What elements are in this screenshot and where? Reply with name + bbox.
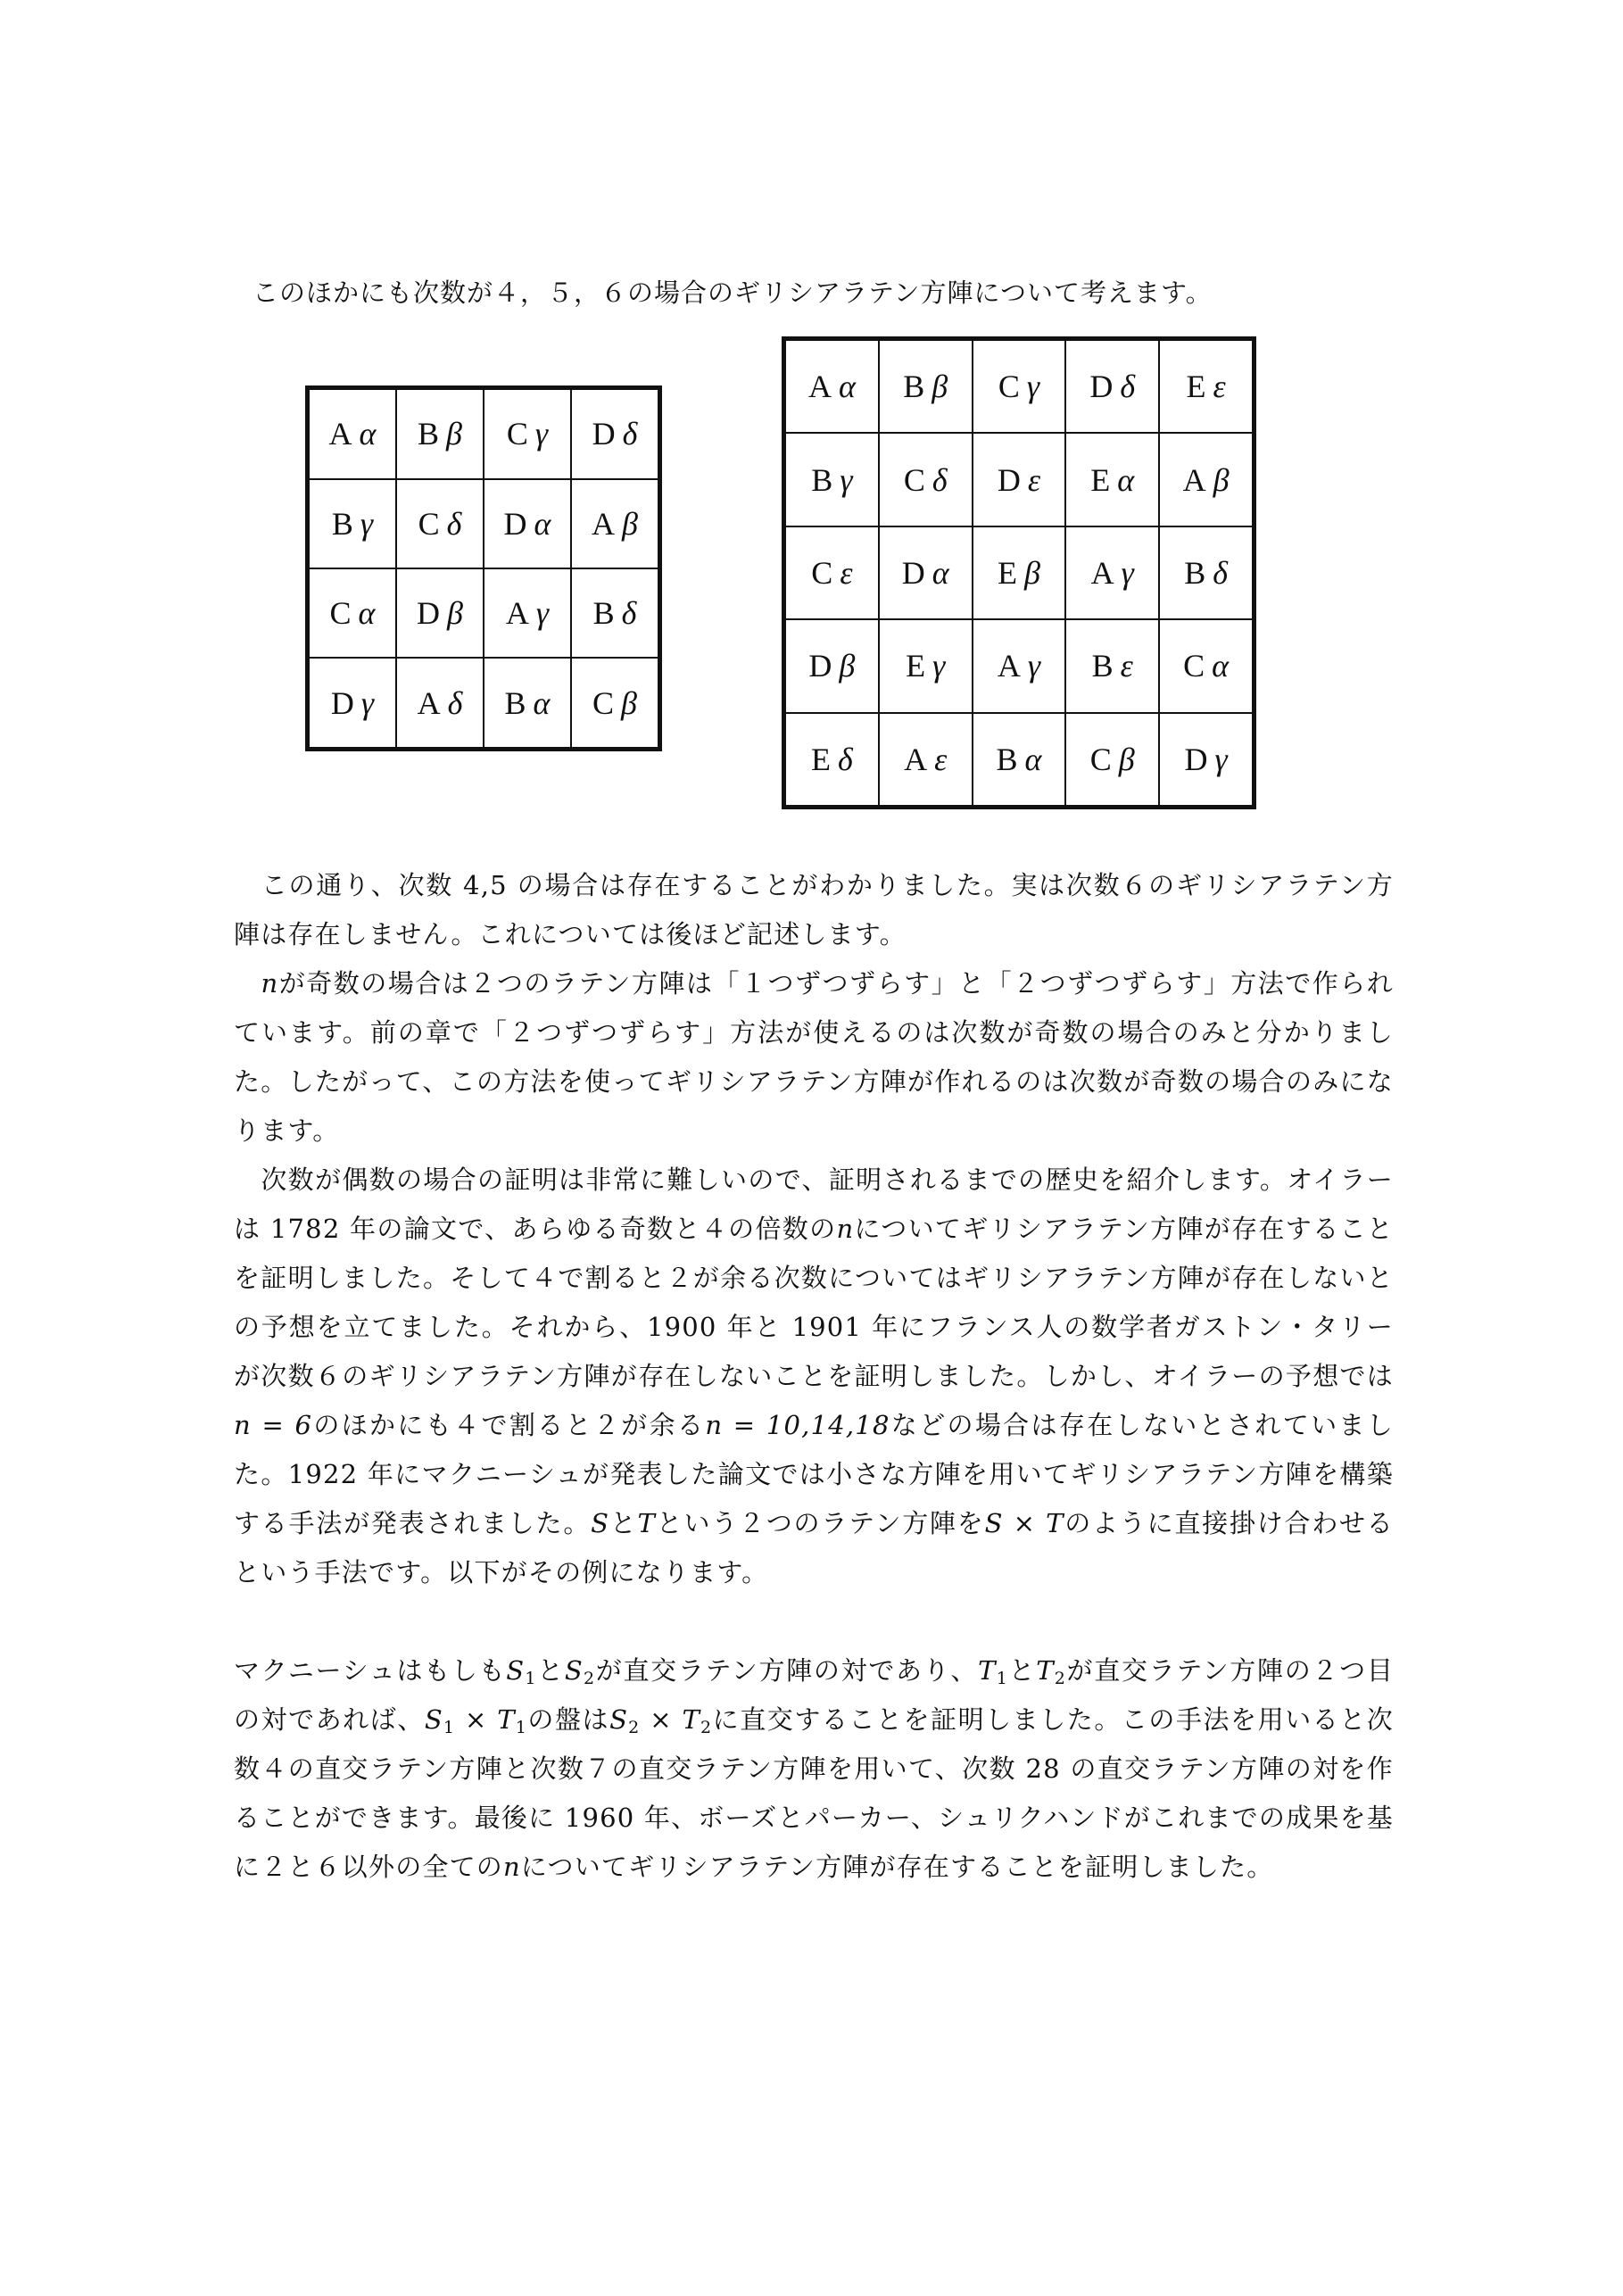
table-cell [1159,339,1254,434]
table-cell [879,339,973,434]
latin-letter: D [417,595,441,632]
p4-f: の盤は [527,1704,610,1735]
greek-letter: α [358,595,376,632]
body-text [234,861,1394,1892]
table-cell [308,479,397,568]
expr-s2-t2-s: S [609,1704,629,1735]
latin-letter: C [506,416,528,452]
greek-letter: ε [1027,461,1041,498]
greek-letter: β [839,648,856,684]
expr-s1-t1-t: × T [455,1704,516,1735]
latin-letter: D [503,505,527,542]
greek-letter: γ [1027,648,1041,684]
greek-letter: α [1212,648,1230,684]
table-row [784,713,1255,808]
p3-a: 次数が偶数の場合の証明は非常に難しいので、証明されるまでの歴史を紹介します。オイラーは 1782 年の論文で、あらゆる奇数と４の倍数の [234,1165,1394,1244]
var-t2: T [1036,1655,1055,1686]
subscript: 1 [525,1669,537,1688]
table-row [784,339,1255,434]
latin-letter: B [996,741,1018,777]
latin-letter: A [1182,461,1206,498]
table-cell [1065,433,1159,526]
latin-letter: B [811,461,833,498]
p4-e: が直交ラテン方陣の２つ目の対であれば、 [234,1655,1395,1735]
table-cell [1065,339,1159,434]
latin-letter: E [811,741,832,777]
latin-letter: E [1090,461,1111,498]
table-cell [784,619,879,712]
p4-c: が直交ラテン方陣の対であり、 [595,1655,979,1686]
greek-letter: β [932,369,948,405]
latin-letter: C [998,369,1020,405]
p3-d: などの場合は存在しないとされていました。1922 年にマクニーシュが発表した論文では小さな方陣を用いてギリシアラテン方陣を構築する手法が発表されました。 [234,1410,1394,1538]
latin-letter: D [997,461,1021,498]
table-cell [1159,713,1254,808]
table-cell [879,433,973,526]
table-cell [784,433,879,526]
greek-letter: β [621,684,637,721]
p3-f: という２つのラテン方陣を [656,1508,985,1538]
latin-letter: A [417,684,441,721]
p4-g: に直交することを証明しました。この手法を用いると次数４の直交ラテン方陣と次数７の直交ラテン方陣を用いて、次数 28 の直交ラテン方陣の対を作ることができます。最後に 1960 年、ボーズとパーカー、シュリクハンドがこれまでの成果を基に２と６以外の全ての [234,1704,1394,1882]
equation-n-10-14-18: n = 10,14,18 [705,1410,890,1440]
greek-letter: α [1117,461,1135,498]
greek-letter: γ [360,505,374,542]
subscript: 1 [443,1718,456,1737]
greek-letter: δ [622,416,638,452]
latin-letter: C [1089,741,1112,777]
latin-letter: D [1089,369,1114,405]
table-cell [308,568,397,658]
latin-letter: C [903,461,925,498]
greek-letter: β [622,505,638,542]
greek-letter: δ [447,684,463,721]
table-cell [1065,619,1159,712]
latin-letter: B [331,505,353,542]
table-cell [784,713,879,808]
greek-letter: β [1024,554,1040,591]
greek-letter: δ [621,595,637,632]
table-cell [396,388,484,479]
subscript: 2 [628,1718,641,1737]
greek-letter: β [1118,741,1135,777]
table-cell [484,568,571,658]
latin-letter: E [1186,369,1206,405]
subscript: 1 [996,1669,1008,1688]
table-cell [1159,433,1254,526]
table-row [784,526,1255,619]
latin-letter: E [906,648,926,684]
table-row [308,388,660,479]
greek-letter: γ [534,416,549,452]
greek-letter: α [533,684,551,721]
paragraph-1: この通り、次数 4,5 の場合は存在することがわかりました。実は次数６のギリシアラテン方陣は存在しません。これについては後ほど記述します。 [234,870,1394,949]
p4-b: と [536,1655,565,1686]
greek-letter: γ [535,595,550,632]
table-cell [571,479,660,568]
table-cell [396,568,484,658]
greek-letter: δ [932,461,948,498]
greek-letter: ε [840,554,853,591]
table-row [784,433,1255,526]
p4-h: についてギリシアラテン方陣が存在することを証明しました。 [520,1852,1274,1882]
p3-g: のように直接掛け合わせるという手法です。以下がその例になります。 [234,1508,1395,1587]
greek-letter: δ [1213,554,1228,591]
greek-letter: ε [934,741,948,777]
subscript: 1 [515,1718,528,1737]
var-s1: S [506,1655,526,1686]
latin-letter: B [1091,648,1114,684]
greek-letter: γ [1026,369,1040,405]
table-cell [396,479,484,568]
paragraph-3 [234,1156,1394,1597]
greek-letter: ε [1213,369,1226,405]
greek-letter: α [1024,741,1042,777]
table-cell [1159,619,1254,712]
table-cell [571,388,660,479]
latin-letter: D [592,416,616,452]
greek-letter: γ [840,461,853,498]
table-cell [1065,713,1159,808]
table-cell [879,619,973,712]
subscript: 2 [1054,1669,1067,1688]
paragraph-2-text: が奇数の場合は２つのラテン方陣は「１つずつずらす」と「２つずつずらす」方法で作られています。前の章で「２つずつずらす」方法が使えるのは次数が奇数の場合のみと分かりました。したがって、この方法を使ってギリシアラテン方陣が作れるのは次数が奇数の場合のみになります。 [234,968,1394,1146]
table-cell [308,658,397,749]
table-cell [879,526,973,619]
latin-letter: D [330,684,354,721]
greek-letter: δ [838,741,853,777]
latin-letter: C [1183,648,1205,684]
intro-text: このほかにも次数が４，５，６の場合のギリシアラテン方陣について考えます。 [253,278,1213,308]
latin-letter: C [418,505,440,542]
latin-letter: C [592,684,615,721]
table-cell [396,658,484,749]
p4-d: と [1007,1655,1037,1686]
greek-letter: δ [446,505,462,542]
table-cell [879,713,973,808]
latin-letter: C [329,595,352,632]
var-s2: S [564,1655,584,1686]
p3-c: のほかにも４で割ると２が余る [312,1410,706,1440]
latin-letter: B [1184,554,1206,591]
paragraph-4 [234,1646,1394,1892]
table-cell [1159,526,1254,619]
subscript: 2 [700,1718,713,1737]
expr-s-times-t: S × T [984,1508,1064,1538]
latin-letter: D [808,648,832,684]
subscript: 2 [583,1669,596,1688]
paragraph-2 [234,959,1394,1156]
latin-letter: A [592,505,616,542]
latin-letter: B [903,369,925,405]
greek-letter: ε [1120,648,1133,684]
greek-letter: γ [360,684,375,721]
p3-e: と [609,1508,638,1538]
latin-letter: B [504,684,526,721]
table-cell [308,388,397,479]
latin-letter: A [505,595,529,632]
latin-letter: A [997,648,1021,684]
latin-letter: B [592,595,615,632]
var-s: S [591,1508,610,1538]
greek-letter: β [446,416,462,452]
latin-letter: B [418,416,440,452]
greek-letter: β [1213,461,1230,498]
table-cell [973,433,1066,526]
table-cell [784,526,879,619]
latin-letter: A [1090,554,1114,591]
table-cell [571,568,660,658]
table-cell [973,619,1066,712]
greek-letter: α [932,554,949,591]
table-row [308,658,660,749]
table-cell [973,713,1066,808]
latin-letter: A [807,369,832,405]
latin-letter: C [811,554,833,591]
var-n: n [261,968,279,999]
var-t: T [637,1508,657,1538]
greek-letter: β [447,595,463,632]
latin-letter: A [904,741,928,777]
greek-letter: α [359,416,377,452]
var-t1: T [978,1655,997,1686]
greek-letter: α [534,505,551,542]
table-cell [1065,526,1159,619]
table-cell [973,526,1066,619]
table-cell [973,339,1066,434]
table-cell [571,658,660,749]
expr-s1-t1-s: S [424,1704,443,1735]
expr-s2-t2-t: × T [640,1704,701,1735]
var-n: n [503,1852,521,1882]
table-row [308,479,660,568]
latin-letter: D [1184,741,1208,777]
latin-square-5x5 [782,336,1256,809]
greek-letter: γ [1214,741,1228,777]
latin-letter: A [328,416,352,452]
latin-letter: E [998,554,1017,591]
table-cell [484,658,571,749]
var-n: n [836,1214,855,1244]
p3-b: についてギリシアラテン方陣が存在することを証明しました。そして４で割ると２が余る次数についてはギリシアラテン方陣が存在しないとの予想を立てました。それから、1900 年と 1901 年にフランス人の数学者ガストン・タリーが次数６のギリシアラテン方陣が存在しないことを証明しました。しかし、オイラーの予想では [234,1214,1394,1391]
table-cell [784,339,879,434]
latin-square-4x4 [305,385,662,751]
equation-n-6: n = 6 [234,1410,313,1440]
greek-letter: δ [1120,369,1136,405]
greek-letter: γ [932,648,946,684]
p4-a: マクニーシュはもしも [234,1655,507,1686]
table-row [308,568,660,658]
table-row [784,619,1255,712]
greek-letter: γ [1121,554,1134,591]
table-cell [484,388,571,479]
latin-letter: D [901,554,925,591]
table-cell [484,479,571,568]
greek-letter: α [838,369,856,405]
